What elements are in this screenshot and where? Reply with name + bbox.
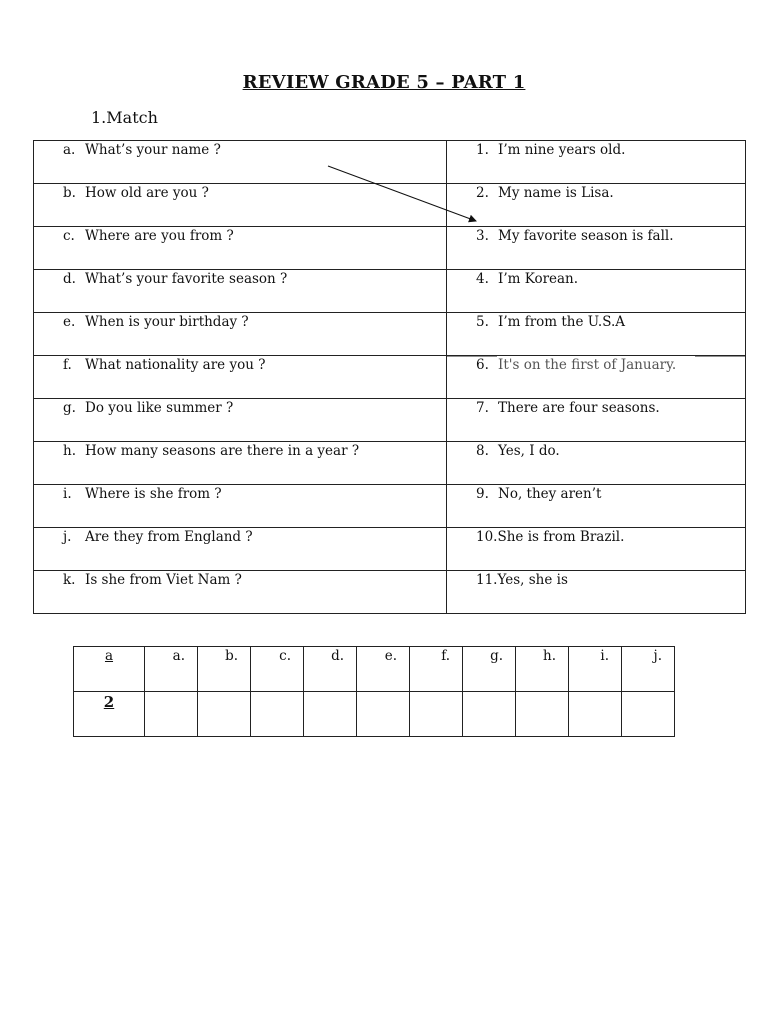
answer-number: 5. [476, 314, 489, 330]
answer-grid-column-label: d. [331, 648, 344, 664]
match-row [34, 270, 746, 313]
answer-text: No, they aren’t [498, 486, 602, 502]
question-text: Where are you from ? [85, 228, 234, 244]
question-text: Where is she from ? [85, 486, 222, 502]
answer-grid-blank-cell[interactable] [410, 692, 463, 737]
match-row [34, 571, 746, 614]
answer-cell [447, 399, 746, 442]
answer-grid-blank-cell[interactable] [463, 692, 516, 737]
answer-grid-column-header [410, 647, 463, 692]
answer-grid-blank-cell[interactable] [516, 692, 569, 737]
answer-text: There are four seasons. [498, 400, 660, 416]
question-text: What’s your favorite season ? [85, 271, 288, 287]
answer-number: 1. [476, 142, 489, 158]
answer-grid-column-label: e. [384, 648, 397, 664]
question-cell [34, 442, 447, 485]
answer-cell [447, 227, 746, 270]
answer-grid-column-header [145, 647, 198, 692]
answer-text: Yes, she is [497, 572, 568, 588]
question-letter: a. [63, 142, 76, 158]
answer-text: It's on the first of January. [498, 357, 677, 373]
match-table [33, 140, 746, 614]
answer-grid-column-label: i. [600, 648, 609, 664]
question-letter: e. [63, 314, 76, 330]
question-letter: j. [63, 529, 72, 545]
question-text: What’s your name ? [85, 142, 221, 158]
answer-grid-column-header [251, 647, 304, 692]
answer-number: 4. [476, 271, 489, 287]
question-text: How many seasons are there in a year ? [85, 443, 360, 459]
answer-grid-answer-row [74, 692, 675, 737]
answer-cell [447, 141, 746, 184]
answer-text: I’m Korean. [498, 271, 579, 287]
answer-number: 3. [476, 228, 489, 244]
answer-grid-column-label: c. [279, 648, 291, 664]
question-letter: d. [63, 271, 76, 287]
answer-text: My favorite season is fall. [498, 228, 674, 244]
answer-number: 9. [476, 486, 489, 502]
answer-grid [73, 646, 675, 737]
answer-grid-blank-cell[interactable] [198, 692, 251, 737]
answer-cell [447, 270, 746, 313]
answer-grid-column-label: j. [653, 648, 662, 664]
question-cell [34, 356, 447, 399]
question-cell [34, 141, 447, 184]
question-letter: h. [63, 443, 76, 459]
answer-number: 10. [476, 529, 498, 545]
answer-cell [447, 184, 746, 227]
question-cell [34, 528, 447, 571]
question-cell [34, 313, 447, 356]
question-letter: i. [63, 486, 72, 502]
answer-text: She is from Brazil. [497, 529, 625, 545]
answer-text: My name is Lisa. [498, 185, 614, 201]
match-row [34, 399, 746, 442]
question-cell [34, 571, 447, 614]
match-row [34, 528, 746, 571]
answer-grid-column-label: b. [225, 648, 238, 664]
answer-cell [447, 442, 746, 485]
answer-grid-column-header [198, 647, 251, 692]
answer-number: 6. [476, 357, 489, 373]
answer-grid-column-label: h. [543, 648, 556, 664]
answer-grid-column-header [463, 647, 516, 692]
answer-cell [447, 571, 746, 614]
question-text: What nationality are you ? [85, 357, 266, 373]
answer-grid-column-header [516, 647, 569, 692]
answer-cell [447, 528, 746, 571]
match-row [34, 227, 746, 270]
answer-grid-column-header [622, 647, 675, 692]
question-text: Is she from Viet Nam ? [85, 572, 242, 588]
answer-number: 8. [476, 443, 489, 459]
answer-grid-column-label: g. [490, 648, 503, 664]
question-text: When is your birthday ? [85, 314, 249, 330]
answer-grid-blank-cell[interactable] [304, 692, 357, 737]
question-letter: b. [63, 185, 76, 201]
question-letter: c. [63, 228, 75, 244]
answer-cell [447, 485, 746, 528]
match-row [34, 485, 746, 528]
page-title: REVIEW GRADE 5 – PART 1 [242, 72, 526, 93]
question-cell [34, 270, 447, 313]
question-text: How old are you ? [85, 185, 209, 201]
answer-grid-blank-cell[interactable] [251, 692, 304, 737]
answer-number: 7. [476, 400, 489, 416]
match-row [34, 313, 746, 356]
match-row [34, 141, 746, 184]
match-row [34, 356, 746, 399]
answer-number: 2. [476, 185, 489, 201]
answer-cell [447, 356, 746, 399]
answer-text: Yes, I do. [498, 443, 560, 459]
question-letter: f. [63, 357, 72, 373]
answer-grid-blank-cell[interactable] [357, 692, 410, 737]
question-letter: g. [63, 400, 76, 416]
question-cell [34, 399, 447, 442]
match-row [34, 442, 746, 485]
answer-grid-blank-cell[interactable] [622, 692, 675, 737]
question-text: Do you like summer ? [85, 400, 234, 416]
section-heading: 1.Match [91, 108, 158, 127]
answer-grid-example-cell: 2 [74, 692, 145, 737]
answer-grid-header-first: a [74, 647, 145, 692]
question-cell [34, 227, 447, 270]
answer-cell [447, 313, 746, 356]
question-cell [34, 184, 447, 227]
question-text: Are they from England ? [85, 529, 253, 545]
question-cell [34, 485, 447, 528]
answer-text: I’m nine years old. [498, 142, 626, 158]
question-letter: k. [63, 572, 76, 588]
answer-grid-column-header [357, 647, 410, 692]
answer-grid-blank-cell[interactable] [569, 692, 622, 737]
answer-text: I’m from the U.S.A [498, 314, 626, 330]
answer-grid-header-row [74, 647, 675, 692]
answer-grid-column-label: a. [172, 648, 185, 664]
answer-grid-column-header [569, 647, 622, 692]
answer-grid-column-label: f. [441, 648, 450, 664]
answer-number: 11. [476, 572, 498, 588]
answer-grid-blank-cell[interactable] [145, 692, 198, 737]
match-row [34, 184, 746, 227]
answer-grid-column-header [304, 647, 357, 692]
